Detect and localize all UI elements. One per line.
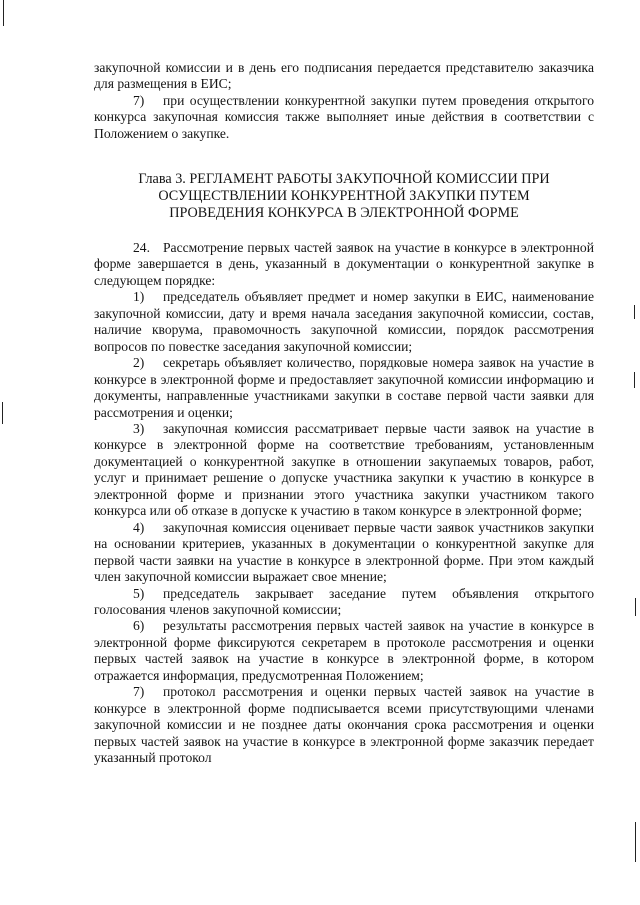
item-number: 3) [133,420,145,436]
item-number: 4) [133,519,145,535]
chapter-heading-line: ПРОВЕДЕНИЯ КОНКУРСА В ЭЛЕКТРОННОЙ ФОРМЕ [169,205,519,221]
list-item [94,684,594,766]
list-item [94,93,594,142]
chapter-heading-line: ОСУЩЕСТВЛЕНИИ КОНКУРЕНТНОЙ ЗАКУПКИ ПУТЕМ [158,188,530,204]
item-number: 1) [133,289,145,305]
item-text: председатель закрывает заседание путем объявления открытого голосования членов закупочной комиссии; [94,585,594,617]
item-text: протокол рассмотрения и оценки первых частей заявок на участие в конкурсе в электронной форме подписывается всеми присутствующими членами закупочной комиссии и не позднее даты окончания срока рассмотрения и оценки первых частей заявок на участие в конкурсе в электронной форме заказчик передает указанный протокол [94,684,594,766]
item-text: закупочная комиссия оценивает первые части заявок участников закупки на основании критериев, указанных в документации о конкурентной закупке для первой части заявки на участие в конкурсе в электронной форме. При этом каждый член закупочной комиссии выражает свое мнение; [94,519,594,585]
scan-artifact-left-top [3,0,4,26]
scan-artifact-right-4 [635,822,636,862]
scan-artifact-right-1 [634,305,635,319]
item-number: 7) [133,92,145,108]
item-text: секретарь объявляет количество, порядковые номера заявок на участие в конкурсе в электронной форме и предоставляет закупочной комиссии информацию и документы, направленные участниками закупки в составе первой части заявки для рассмотрения и оценки; [94,355,594,420]
clause-paragraph [94,240,594,289]
list-item [94,289,594,355]
item-text: результаты рассмотрения первых частей заявок на участие в конкурсе в электронной форме фиксируются секретарем в протоколе рассмотрения и оценки первых частей заявок на участие в конкурсе в электронной форме, в котором отражается информация, предусмотренная Положением; [94,618,594,683]
scan-artifact-right-2 [634,372,635,388]
list-item [94,618,594,684]
clause-text: Рассмотрение первых частей заявок на участие в конкурсе в электронной форме завершается в день, указанный в документации о конкурентной закупке в следующем порядке: [94,240,594,288]
scan-artifact-right-3 [635,598,636,616]
item-text: председатель объявляет предмет и номер закупки в ЕИС, наименование закупочной комиссии, дату и время начала заседания закупочной комиссии, состав, наличие кворума, правомочность закупочной комиссии, порядок рассмотрения вопросов по повестке заседания закупочной комиссии; [94,289,594,354]
list-item [94,520,594,586]
continuation-paragraph: закупочной комиссии и в день его подписания передается представителю заказчика для размещения в ЕИС; [94,60,594,92]
clause-24-section [94,240,594,767]
item-text: при осуществлении конкурентной закупки путем проведения открытого конкурса закупочная комиссия также выполняет иные действия в соответствии с Положением о закупке. [94,92,594,141]
item-number: 7) [133,684,145,700]
scan-artifact-left-mid [2,402,3,424]
item-number: 6) [133,618,145,634]
top-section [94,60,594,142]
chapter-heading [94,171,594,222]
list-item [94,355,594,421]
list-item [94,421,594,520]
list-item [94,586,594,619]
item-number: 2) [133,355,145,371]
item-number: 5) [133,585,145,601]
item-text: закупочная комиссия рассматривает первые части заявок на участие в конкурсе в электронной форме на соответствие требованиям, установленным документацией о конкурентной закупке в отношении закупаемых товаров, работ, услуг и принимает решение о допуске участника закупки к участию в конкурсе в электронной форме и признании этого участника закупки участником такого конкурса или об отказе в допуске к участию в таком конкурсе в электронной форме; [94,420,594,519]
clause-number: 24. [133,240,150,255]
chapter-heading-line: Глава 3. РЕГЛАМЕНТ РАБОТЫ ЗАКУПОЧНОЙ КОМИССИИ ПРИ [138,171,550,187]
